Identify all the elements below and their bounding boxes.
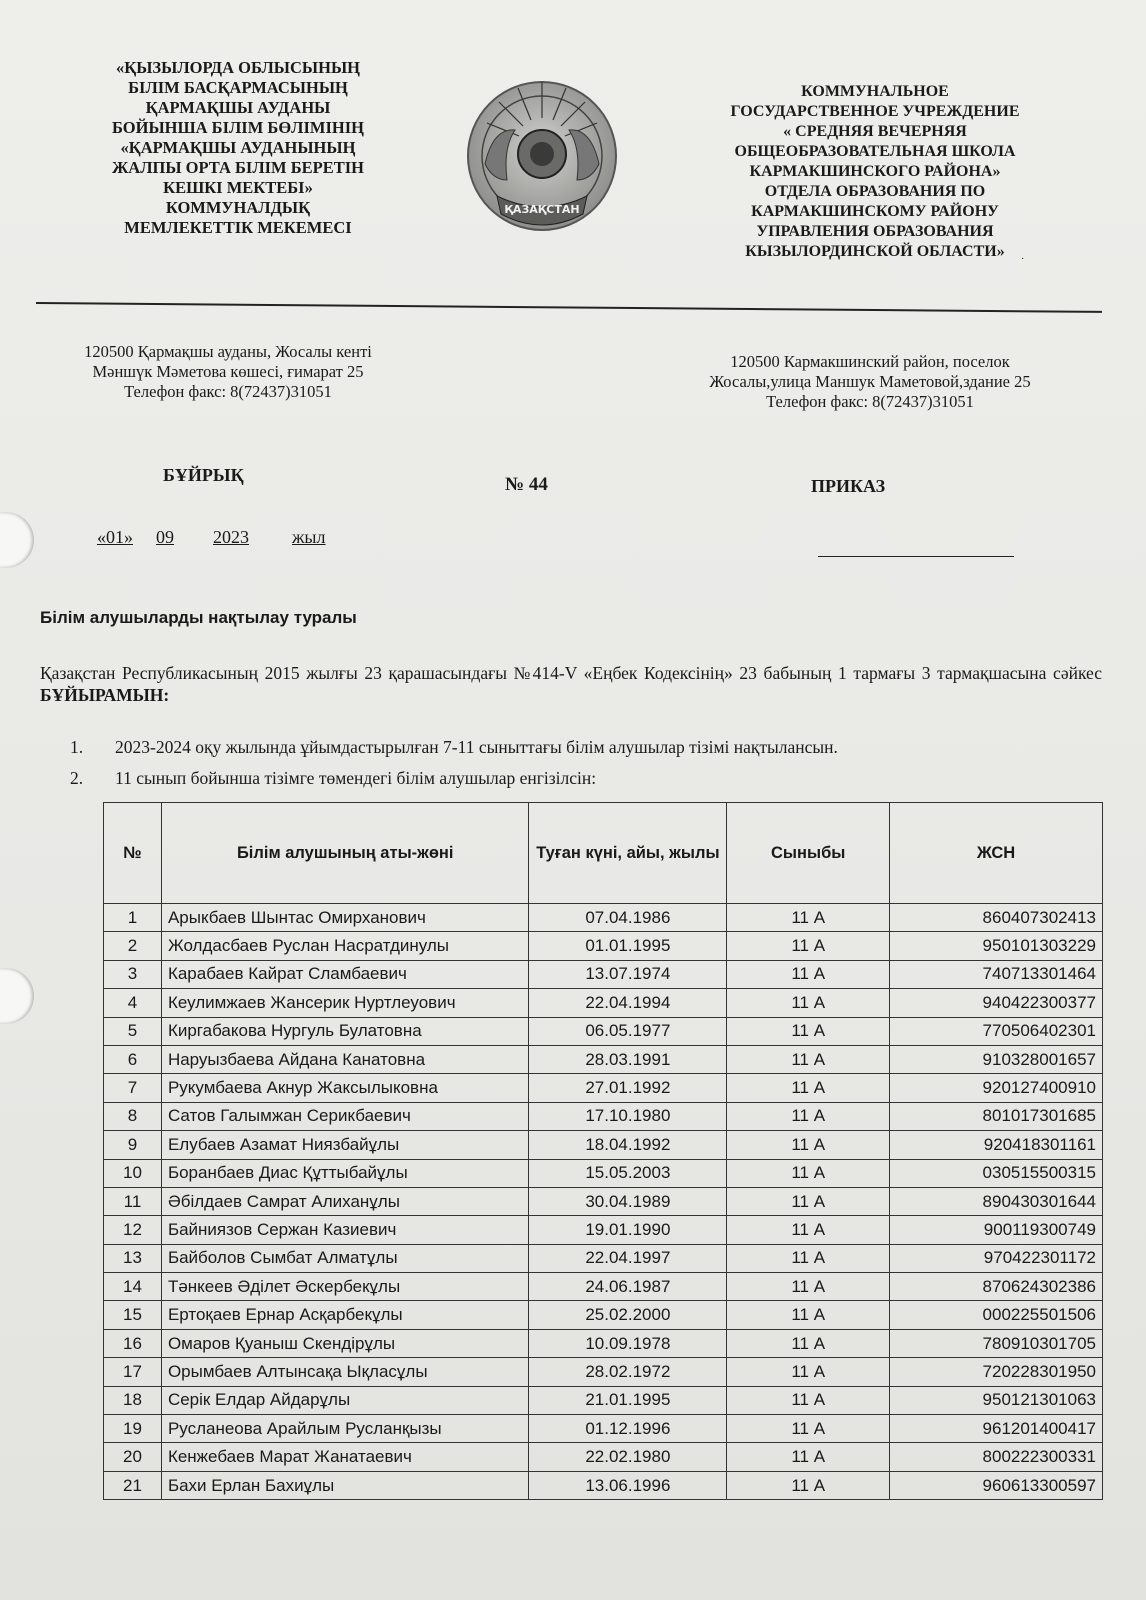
cell-iin: 740713301464 <box>890 960 1103 988</box>
cell-class: 11 А <box>727 1386 890 1414</box>
cell-name: Байниязов Сержан Казиевич <box>161 1216 529 1244</box>
address-kazakh <box>38 342 418 402</box>
cell-class: 11 А <box>727 1301 890 1329</box>
org-name-line: КЕШКІ МЕКТЕБІ» <box>163 178 313 197</box>
cell-name: Байболов Сымбат Алматұлы <box>161 1244 529 1272</box>
cell-number: 7 <box>104 1074 162 1102</box>
header-org-russian <box>700 82 1050 262</box>
cell-iin: 950121301063 <box>890 1386 1103 1414</box>
org-name-line: «ҚАРМАҚШЫ АУДАНЫНЫҢ <box>120 138 356 157</box>
table-row <box>104 1074 1103 1102</box>
table-row <box>104 1386 1103 1414</box>
org-name-line: ЖАЛПЫ ОРТА БІЛІМ БЕРЕТІН <box>111 158 365 177</box>
cell-iin: 860407302413 <box>890 904 1103 932</box>
cell-birthdate: 22.04.1997 <box>529 1244 727 1272</box>
cell-name: Бахи Ерлан Бахиұлы <box>161 1471 529 1499</box>
table-row <box>104 1301 1103 1329</box>
cell-birthdate: 27.01.1992 <box>529 1074 727 1102</box>
cell-birthdate: 07.04.1986 <box>529 904 727 932</box>
order-title-kazakh: БҰЙРЫҚ <box>163 465 244 485</box>
cell-name: Орымбаев Алтынсақа Ықласұлы <box>161 1358 529 1386</box>
table-header-row <box>104 803 1103 904</box>
cell-name: Арыкбаев Шынтас Омирханович <box>161 904 529 932</box>
cell-iin: 780910301705 <box>890 1329 1103 1357</box>
cell-class: 11 А <box>727 1329 890 1357</box>
cell-iin: 960613300597 <box>890 1471 1103 1499</box>
cell-class: 11 А <box>727 1045 890 1073</box>
punch-hole <box>0 512 34 568</box>
date-open: « <box>97 527 106 547</box>
cell-name: Серік Елдар Айдарұлы <box>161 1386 529 1414</box>
cell-iin: 870624302386 <box>890 1273 1103 1301</box>
cell-number: 19 <box>104 1415 162 1443</box>
col-header-number: № <box>104 803 162 904</box>
cell-number: 15 <box>104 1301 162 1329</box>
cell-name: Ертоқаев Ернар Асқарбекұлы <box>161 1301 529 1329</box>
cell-birthdate: 01.01.1995 <box>529 932 727 960</box>
cell-iin: 890430301644 <box>890 1187 1103 1215</box>
cell-iin: 801017301685 <box>890 1102 1103 1130</box>
table-row <box>104 932 1103 960</box>
cell-name: Кенжебаев Марат Жанатаевич <box>161 1443 529 1471</box>
cell-iin: 030515500315 <box>890 1159 1103 1187</box>
org-name-line: ОТДЕЛА ОБРАЗОВАНИЯ ПО <box>764 183 986 200</box>
address-line: Телефон факс: 8(72437)31051 <box>124 382 332 401</box>
cell-number: 16 <box>104 1329 162 1357</box>
cell-number: 10 <box>104 1159 162 1187</box>
cell-class: 11 А <box>727 1102 890 1130</box>
cell-class: 11 А <box>727 1216 890 1244</box>
cell-iin: 940422300377 <box>890 989 1103 1017</box>
cell-number: 14 <box>104 1273 162 1301</box>
punch-hole <box>0 968 34 1024</box>
cell-number: 6 <box>104 1045 162 1073</box>
cell-name: Елубаев Азамат Ниязбайұлы <box>161 1131 529 1159</box>
table-row <box>104 1017 1103 1045</box>
cell-class: 11 А <box>727 1017 890 1045</box>
cell-class: 11 А <box>727 1273 890 1301</box>
cell-class: 11 А <box>727 1471 890 1499</box>
cell-name: Жолдасбаев Руслан Насратдинулы <box>161 932 529 960</box>
table-row <box>104 1187 1103 1215</box>
org-name-line: МЕМЛЕКЕТТІК МЕКЕМЕСІ <box>124 218 352 237</box>
cell-class: 11 А <box>727 989 890 1017</box>
cell-birthdate: 13.07.1974 <box>529 960 727 988</box>
table-row <box>104 1273 1103 1301</box>
cell-number: 12 <box>104 1216 162 1244</box>
cell-birthdate: 24.06.1987 <box>529 1273 727 1301</box>
table-row <box>104 1415 1103 1443</box>
address-line: 120500 Кармакшинский район, поселок <box>730 352 1010 371</box>
cell-birthdate: 25.02.2000 <box>529 1301 727 1329</box>
list-item <box>70 767 596 789</box>
cell-name: Рукумбаева Акнур Жаксылыковна <box>161 1074 529 1102</box>
cell-class: 11 А <box>727 1131 890 1159</box>
dot-mark: · <box>1021 254 1025 265</box>
cell-birthdate: 06.05.1977 <box>529 1017 727 1045</box>
cell-number: 9 <box>104 1131 162 1159</box>
cell-iin: 800222300331 <box>890 1443 1103 1471</box>
cell-iin: 970422301172 <box>890 1244 1103 1272</box>
address-russian <box>660 352 1080 412</box>
cell-birthdate: 30.04.1989 <box>529 1187 727 1215</box>
preamble-text: Қазақстан Республикасының 2015 жылғы 23 қарашасындағы №414-V «Еңбек Кодексінің» 23 бабының 1 тармағы 3 тармақшасына сәйкес <box>40 663 1102 683</box>
cell-birthdate: 10.09.1978 <box>529 1329 727 1357</box>
date-day: 01 <box>106 527 124 547</box>
cell-iin: 000225501506 <box>890 1301 1103 1329</box>
address-line: Жосалы,улица Маншук Маметовой,здание 25 <box>709 372 1031 391</box>
address-line: Телефон факс: 8(72437)31051 <box>766 392 974 411</box>
cell-name: Тәнкеев Әділет Әскербекұлы <box>161 1273 529 1301</box>
cell-number: 17 <box>104 1358 162 1386</box>
cell-number: 4 <box>104 989 162 1017</box>
cell-iin: 920418301161 <box>890 1131 1103 1159</box>
cell-name: Наруызбаева Айдана Канатовна <box>161 1045 529 1073</box>
signature-line <box>818 556 1014 557</box>
cell-number: 2 <box>104 932 162 960</box>
org-name-line: КОММУНАЛЬНОЕ <box>801 83 949 100</box>
col-header-iin: ЖСН <box>890 803 1103 904</box>
cell-iin: 770506402301 <box>890 1017 1103 1045</box>
cell-number: 3 <box>104 960 162 988</box>
table-row <box>104 1443 1103 1471</box>
cell-class: 11 А <box>727 932 890 960</box>
col-header-birthdate: Туған күні, айы, жылы <box>529 803 727 904</box>
table-row <box>104 1045 1103 1073</box>
org-name-line: ОБЩЕОБРАЗОВАТЕЛЬНАЯ ШКОЛА <box>734 143 1016 160</box>
svg-text:ҚАЗАҚСТАН: ҚАЗАҚСТАН <box>504 203 580 216</box>
list-item-text: 2023-2024 оқу жылында ұйымдастырылған 7-11 сыныттағы білім алушылар тізімі нақтылансын. <box>115 737 838 757</box>
list-item-number: 2. <box>70 768 84 788</box>
cell-name: Әбілдаев Самрат Алиханұлы <box>161 1187 529 1215</box>
col-header-class: Сыныбы <box>727 803 890 904</box>
table-row <box>104 904 1103 932</box>
cell-number: 1 <box>104 904 162 932</box>
table-row <box>104 1131 1103 1159</box>
cell-class: 11 А <box>727 1443 890 1471</box>
cell-number: 11 <box>104 1187 162 1215</box>
table-row <box>104 1329 1103 1357</box>
org-name-line: « СРЕДНЯЯ ВЕЧЕРНЯЯ <box>783 123 967 140</box>
cell-iin: 900119300749 <box>890 1216 1103 1244</box>
cell-class: 11 А <box>727 960 890 988</box>
cell-birthdate: 13.06.1996 <box>529 1471 727 1499</box>
date-suffix: жыл <box>292 527 326 547</box>
cell-iin: 920127400910 <box>890 1074 1103 1102</box>
preamble-bold: БҰЙЫРАМЫН: <box>40 685 170 705</box>
cell-class: 11 А <box>727 1159 890 1187</box>
list-item-number: 1. <box>70 737 84 757</box>
cell-class: 11 А <box>727 904 890 932</box>
cell-birthdate: 22.04.1994 <box>529 989 727 1017</box>
cell-number: 5 <box>104 1017 162 1045</box>
org-name-line: БОЙЫНША БІЛІМ БӨЛІМІНІҢ <box>112 118 364 137</box>
cell-iin: 950101303229 <box>890 932 1103 960</box>
org-name-line: КАРМАКШИНСКОМУ РАЙОНУ <box>751 203 999 220</box>
table-row <box>104 1159 1103 1187</box>
cell-birthdate: 28.02.1972 <box>529 1358 727 1386</box>
cell-birthdate: 01.12.1996 <box>529 1415 727 1443</box>
order-title-russian: ПРИКАЗ <box>811 476 886 496</box>
org-name-line: «ҚЫЗЫЛОРДА ОБЛЫСЫНЫҢ <box>116 58 360 77</box>
cell-class: 11 А <box>727 1187 890 1215</box>
table-row <box>104 1471 1103 1499</box>
cell-name: Боранбаев Диас Құттыбайұлы <box>161 1159 529 1187</box>
org-name-line: КАРМАКШИНСКОГО РАЙОНА» <box>749 163 1001 180</box>
cell-number: 8 <box>104 1102 162 1130</box>
cell-birthdate: 18.04.1992 <box>529 1131 727 1159</box>
table-row <box>104 1102 1103 1130</box>
org-name-line: ГОСУДАРСТВЕННОЕ УЧРЕЖДЕНИЕ <box>730 103 1020 120</box>
table-row <box>104 960 1103 988</box>
cell-iin: 720228301950 <box>890 1358 1103 1386</box>
cell-name: Кеулимжаев Жансерик Нуртлеуович <box>161 989 529 1017</box>
cell-name: Киргабакова Нургуль Булатовна <box>161 1017 529 1045</box>
list-item <box>70 736 838 758</box>
order-preamble <box>40 662 1102 706</box>
org-name-line: КЫЗЫЛОРДИНСКОЙ ОБЛАСТИ» <box>745 243 1005 260</box>
cell-birthdate: 19.01.1990 <box>529 1216 727 1244</box>
order-subject: Білім алушыларды нақтылау туралы <box>40 608 357 627</box>
cell-name: Сатов Галымжан Серикбаевич <box>161 1102 529 1130</box>
cell-class: 11 А <box>727 1358 890 1386</box>
org-name-line: ҚАРМАҚШЫ АУДАНЫ <box>145 98 331 117</box>
table-row <box>104 1358 1103 1386</box>
cell-number: 18 <box>104 1386 162 1414</box>
date-close: » <box>124 527 133 547</box>
cell-name: Карабаев Кайрат Сламбаевич <box>161 960 529 988</box>
header-divider <box>36 302 1102 313</box>
cell-birthdate: 21.01.1995 <box>529 1386 727 1414</box>
org-name-line: КОММУНАЛДЫҚ <box>165 198 311 217</box>
state-emblem-icon <box>463 68 621 248</box>
cell-iin: 910328001657 <box>890 1045 1103 1073</box>
org-name-line: БІЛІМ БАСҚАРМАСЫНЫҢ <box>128 78 348 97</box>
list-item-text: 11 сынып бойынша тізімге төмендегі білім алушылар енгізілсін: <box>115 768 597 788</box>
cell-class: 11 А <box>727 1074 890 1102</box>
cell-name: Русланеова Арайлым Русланқызы <box>161 1415 529 1443</box>
cell-class: 11 А <box>727 1244 890 1272</box>
date-year: 2023 <box>213 527 249 547</box>
table-row <box>104 1244 1103 1272</box>
cell-birthdate: 22.02.1980 <box>529 1443 727 1471</box>
col-header-name: Білім алушының аты-жөні <box>161 803 529 904</box>
students-table <box>103 802 1103 1500</box>
cell-birthdate: 15.05.2003 <box>529 1159 727 1187</box>
cell-name: Омаров Қуаныш Скендірұлы <box>161 1329 529 1357</box>
date-month: 09 <box>156 527 174 547</box>
cell-iin: 961201400417 <box>890 1415 1103 1443</box>
cell-birthdate: 28.03.1991 <box>529 1045 727 1073</box>
cell-birthdate: 17.10.1980 <box>529 1102 727 1130</box>
org-name-line: УПРАВЛЕНИЯ ОБРАЗОВАНИЯ <box>756 223 994 240</box>
header-org-kazakh <box>88 58 388 238</box>
table-row <box>104 1216 1103 1244</box>
order-date <box>97 527 326 548</box>
address-line: Мәншүк Мәметова көшесі, ғимарат 25 <box>92 362 364 381</box>
address-line: 120500 Қармақшы ауданы, Жосалы кенті <box>84 342 372 361</box>
cell-number: 20 <box>104 1443 162 1471</box>
order-number: № 44 <box>505 474 548 495</box>
cell-number: 13 <box>104 1244 162 1272</box>
cell-class: 11 А <box>727 1415 890 1443</box>
table-row <box>104 989 1103 1017</box>
cell-number: 21 <box>104 1471 162 1499</box>
